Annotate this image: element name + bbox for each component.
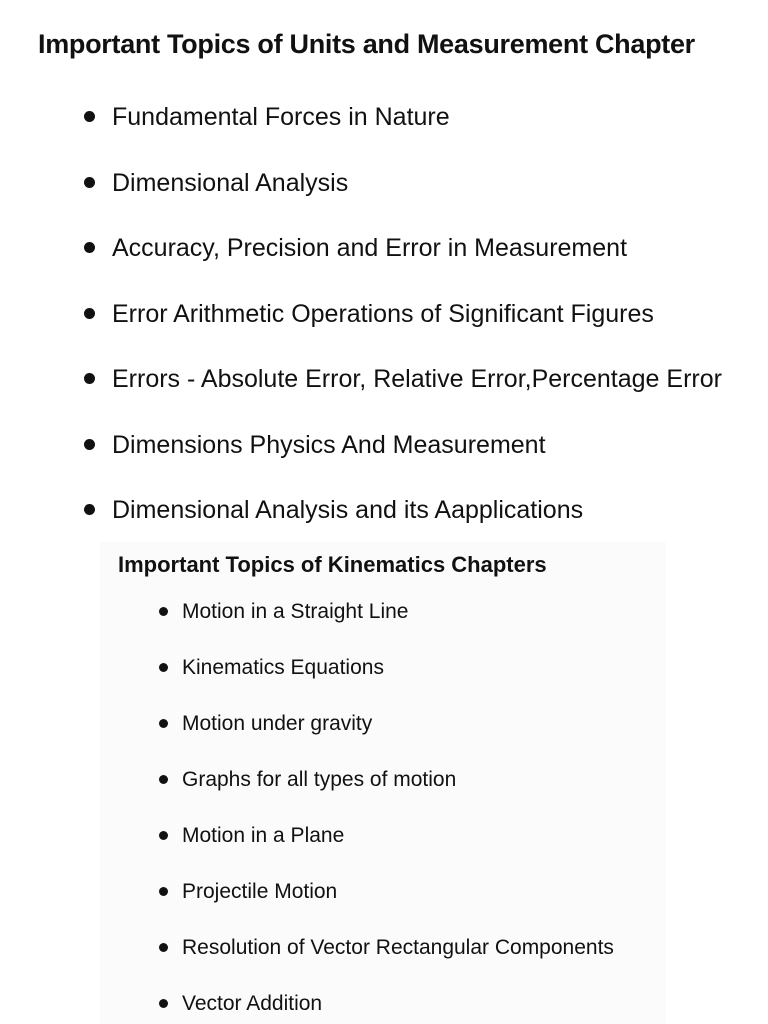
- topic-text: Error Arithmetic Operations of Significant Figures: [112, 299, 654, 328]
- bullet-icon: [159, 887, 168, 896]
- topic-text: Kinematics Equations: [182, 656, 384, 679]
- topic-text: Motion in a Straight Line: [182, 600, 409, 623]
- topic-text: Fundamental Forces in Nature: [112, 103, 450, 131]
- topic-text: Dimensions Physics And Measurement: [112, 430, 546, 459]
- topic-text: Dimensional Analysis: [112, 168, 349, 197]
- topic-text: Motion in a Plane: [182, 824, 345, 847]
- bullet-icon: [84, 308, 95, 319]
- topic-text: Motion under gravity: [182, 712, 373, 735]
- bullet-icon: [84, 242, 95, 253]
- bullet-icon: [159, 943, 168, 952]
- topic-text: Vector Addition: [182, 992, 323, 1015]
- bullet-icon: [159, 999, 168, 1008]
- topic-text: Accuracy, Precision and Error in Measurement: [112, 234, 628, 262]
- units-section-title: Important Topics of Units and Measurement Chapter: [38, 29, 695, 59]
- bullet-icon: [84, 373, 95, 384]
- topic-text: Dimensional Analysis and its Aapplications: [112, 496, 584, 524]
- bullet-icon: [159, 775, 168, 784]
- topic-text: Graphs for all types of motion: [182, 768, 457, 791]
- bullet-icon: [159, 719, 168, 728]
- bullet-icon: [84, 439, 95, 450]
- bullet-icon: [159, 831, 168, 840]
- topic-text: Resolution of Vector Rectangular Components: [182, 936, 614, 959]
- bullet-icon: [84, 504, 95, 515]
- bullet-icon: [159, 607, 168, 616]
- bullet-icon: [84, 111, 95, 122]
- kinematics-section-title: Important Topics of Kinematics Chapters: [118, 552, 547, 577]
- topic-text: Projectile Motion: [182, 880, 338, 903]
- topic-text: Errors - Absolute Error, Relative Error,Percentage Error: [112, 365, 722, 393]
- bullet-icon: [159, 663, 168, 672]
- bullet-icon: [84, 177, 95, 188]
